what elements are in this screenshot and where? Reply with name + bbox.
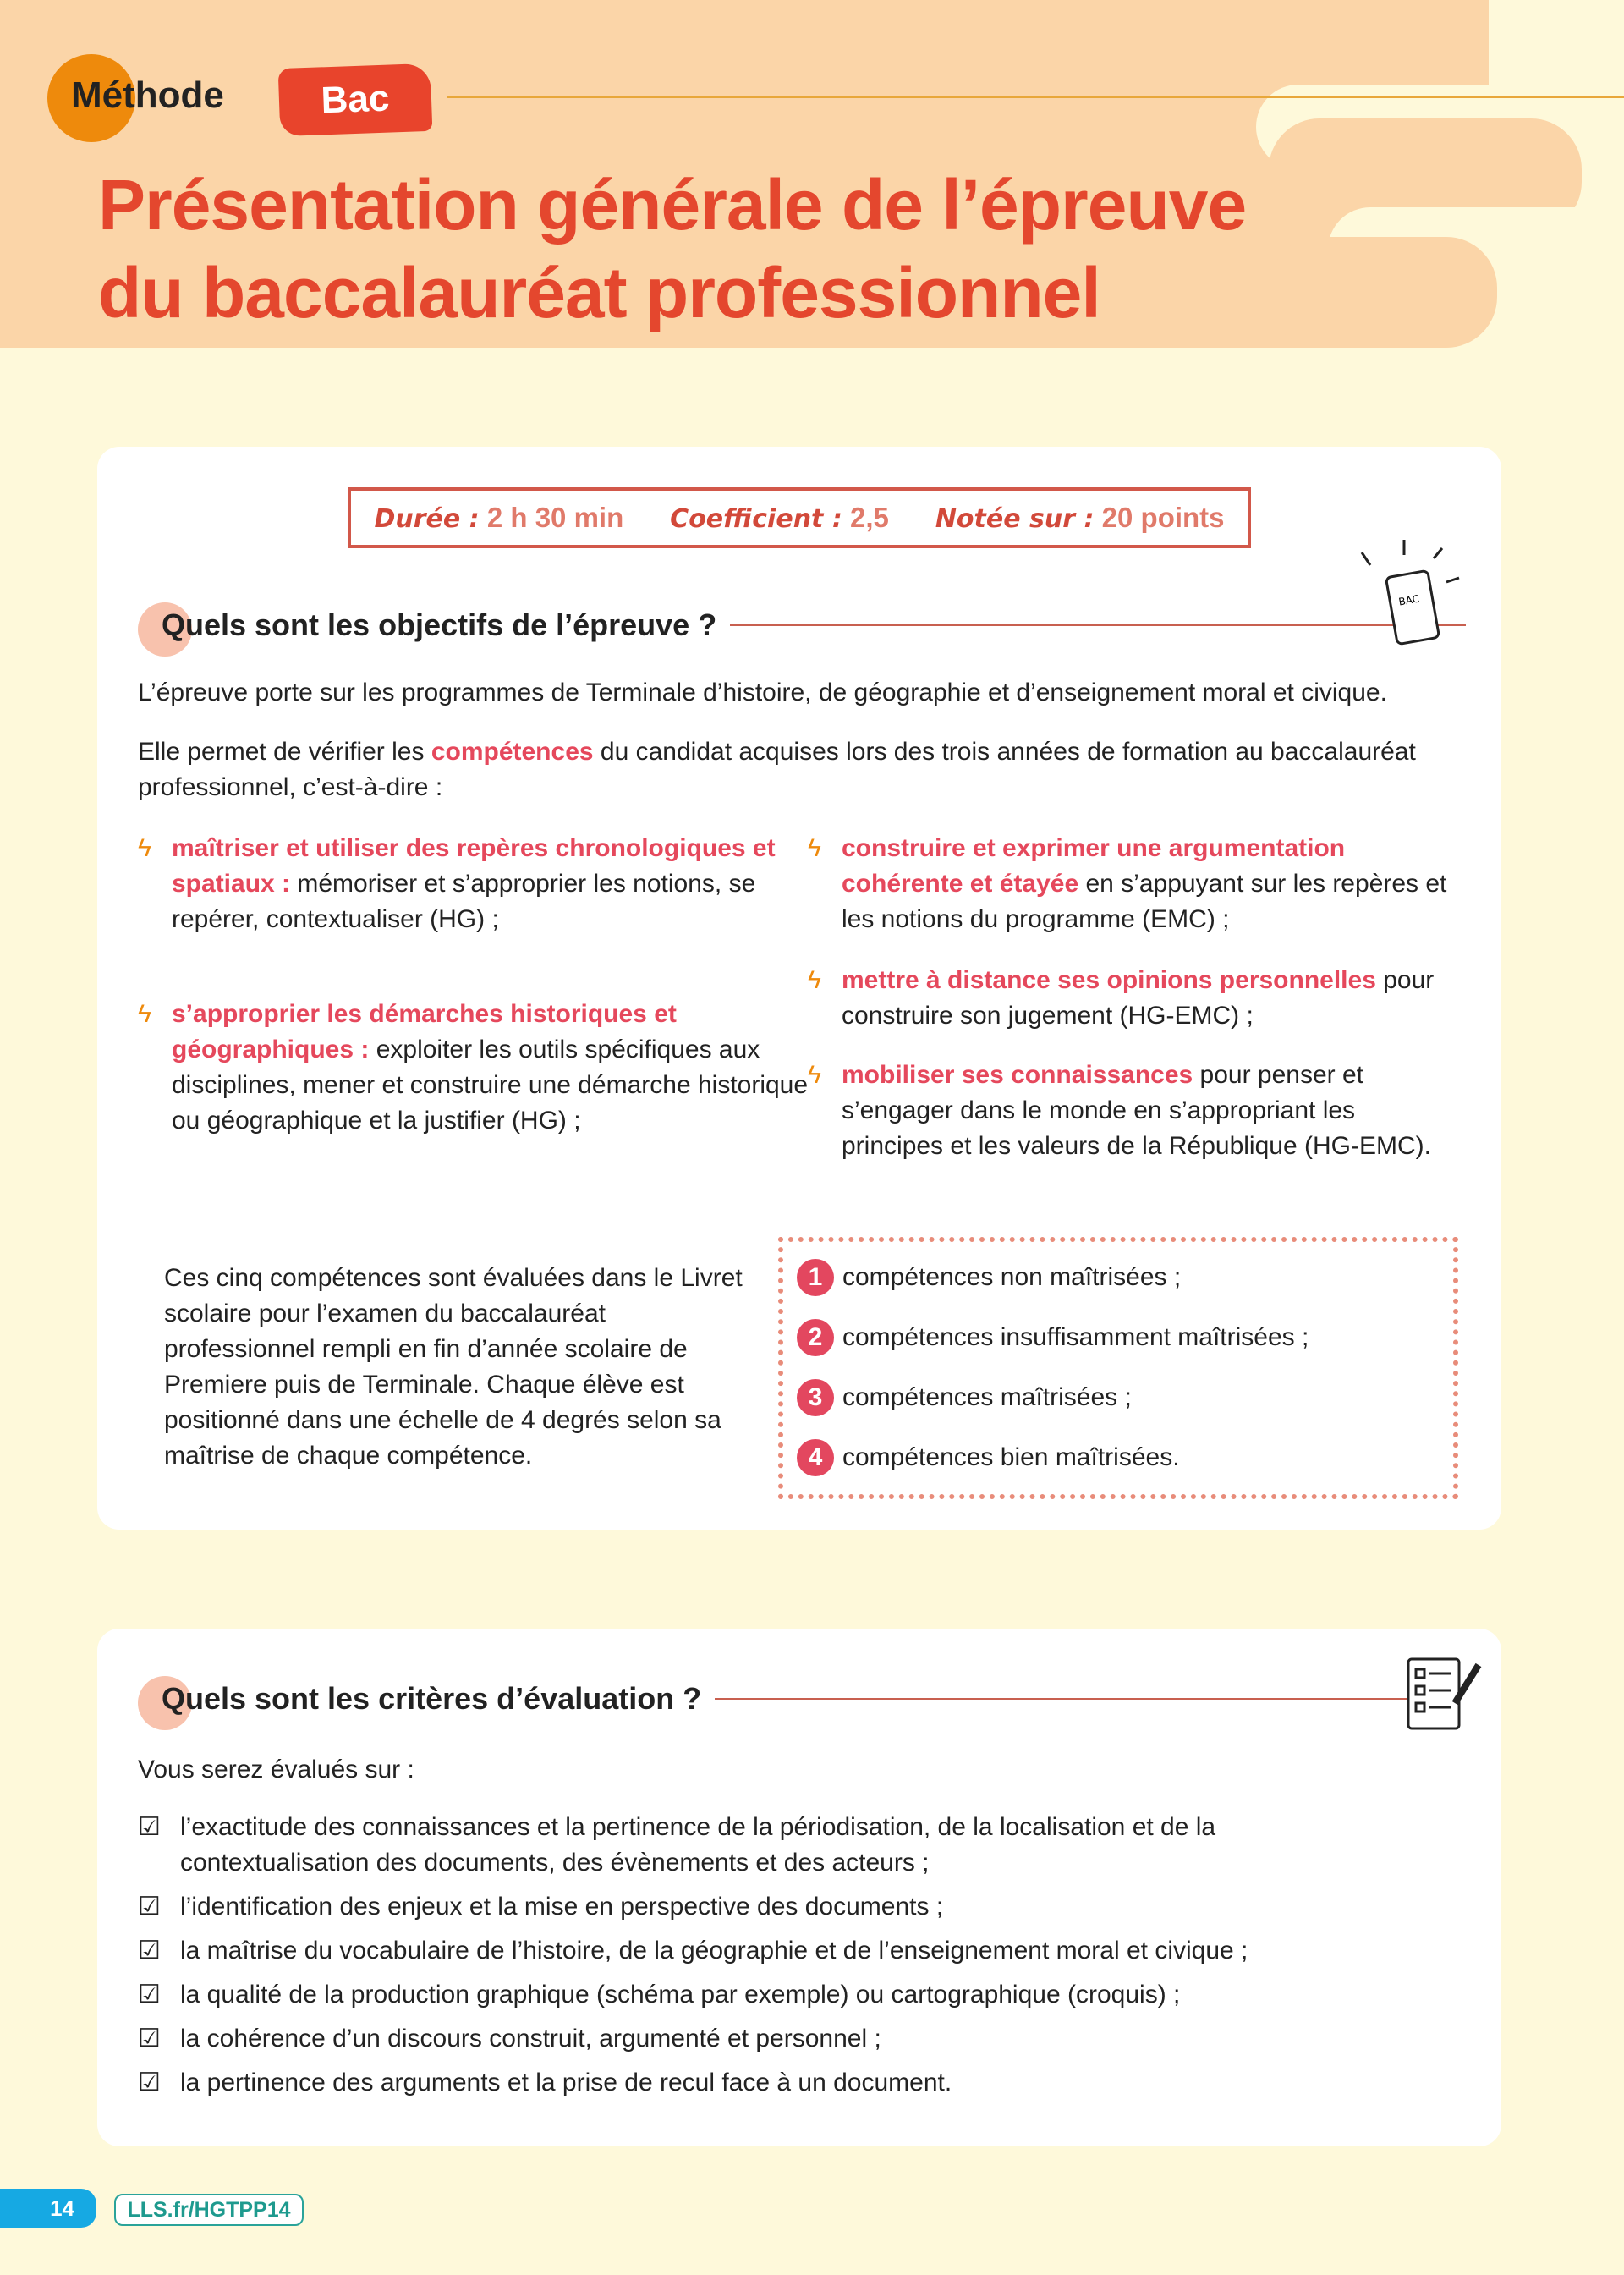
criteria-list — [138, 1810, 1440, 2109]
divider — [447, 96, 1624, 98]
checkbox-icon: ☑ — [138, 2025, 161, 2052]
page-number: 14 — [0, 2189, 96, 2228]
intro-text: Vous serez évalués sur : — [138, 1756, 414, 1783]
scale-paragraph: Ces cinq compétences sont évaluées dans le Livret scolaire pour l’examen du baccalauréat professionnel rempli en fin d’année scolaire de Premiere puis de Terminale. Chaque élève est positionné dans une échelle de 4 degrés selon sa maîtrise de chaque compétence. — [164, 1264, 743, 1470]
bac-book-icon — [1358, 540, 1476, 650]
level-item: 2 compétences insuffisamment maîtrisées ; — [783, 1307, 1453, 1367]
section-heading — [138, 1681, 1424, 1717]
method-badge: Méthode — [71, 74, 224, 116]
page-title: Présentation générale de l’épreuve du baccalauréat professionnel — [98, 165, 1247, 332]
scale-box — [778, 1237, 1458, 1499]
criteria-item: ☑ la qualité de la production graphique (schéma par exemple) ou cartographique (croquis) ; — [138, 1977, 1440, 2013]
svg-text:BAC: BAC — [1397, 592, 1421, 608]
checkbox-icon: ☑ — [138, 1981, 161, 2008]
header-decoration — [1269, 237, 1497, 348]
lightning-icon: ϟ — [138, 834, 151, 862]
paragraph: Elle permet de vérifier les compétences du candidat acquises lors des trois années de formation au baccalauréat professionnel, c’est-à-dire : — [138, 738, 1416, 801]
list-item: ϟ maîtriser et utiliser des repères chronologiques et spatiaux : mémoriser et s’approprier les notions, se repérer, contextualiser (HG) ; — [138, 831, 781, 937]
divider — [715, 1698, 1424, 1700]
criteria-item: ☑ la maîtrise du vocabulaire de l’histoire, de la géographie et de l’enseignement moral et civique ; — [138, 1933, 1440, 1969]
section-heading — [138, 607, 1466, 643]
lightning-icon: ϟ — [138, 1000, 151, 1028]
checkbox-icon: ☑ — [138, 2069, 161, 2096]
checkbox-icon: ☑ — [138, 1813, 161, 1841]
divider — [730, 624, 1466, 626]
checklist-icon — [1404, 1652, 1489, 1737]
lightning-icon: ϟ — [808, 834, 821, 862]
grade-label: Notée sur : — [935, 504, 1095, 534]
list-item: ϟ mettre à distance ses opinions personnelles pour construire son jugement (HG-EMC) ; — [808, 963, 1468, 1034]
grade-value: 20 points — [1101, 502, 1225, 533]
coefficient-value: 2,5 — [850, 502, 889, 533]
lightning-icon: ϟ — [808, 966, 821, 994]
list-item: ϟ mobiliser ses connaissances pour penser et s’engager dans le monde en s’appropriant les principes et les valeurs de la République (HG-EMC). — [808, 1058, 1434, 1164]
paragraph: L’épreuve porte sur les programmes de Terminale d’histoire, de géographie et d’enseignement moral et civique. — [138, 679, 1387, 706]
level-item: 1 compétences non maîtrisées ; — [783, 1247, 1453, 1307]
section-title: Quels sont les objectifs de l’épreuve ? — [162, 607, 717, 642]
level-item: 4 compétences bien maîtrisées. — [783, 1427, 1453, 1487]
coefficient-label: Coefficient : — [670, 504, 842, 534]
checkbox-icon: ☑ — [138, 1937, 161, 1965]
list-item: ϟ s’approprier les démarches historiques et géographiques : exploiter les outils spécifiques aux disciplines, mener et construire une démarche historique ou géographique et la justifier (HG) ; — [138, 997, 815, 1139]
exam-info-box — [348, 487, 1251, 548]
resource-link[interactable]: LLS.fr/HGTPP14 — [114, 2194, 304, 2226]
lightning-icon: ϟ — [808, 1061, 821, 1089]
section-title: Quels sont les critères d’évaluation ? — [162, 1681, 702, 1716]
objectives-card — [97, 447, 1501, 1530]
duration-label: Durée : — [374, 504, 480, 534]
bac-badge: Bac — [278, 63, 433, 136]
checkbox-icon: ☑ — [138, 1893, 161, 1921]
duration-value: 2 h 30 min — [486, 502, 624, 533]
criteria-item: ☑ la cohérence d’un discours construit, argumenté et personnel ; — [138, 2021, 1440, 2057]
criteria-item: ☑ l’identification des enjeux et la mise en perspective des documents ; — [138, 1889, 1440, 1925]
list-item: ϟ construire et exprimer une argumentation cohérente et étayée en s’appuyant sur les repères et les notions du programme (EMC) ; — [808, 831, 1451, 937]
criteria-item: ☑ la pertinence des arguments et la prise de recul face à un document. — [138, 2065, 1440, 2101]
level-item: 3 compétences maîtrisées ; — [783, 1367, 1453, 1427]
criteria-item: ☑ l’exactitude des connaissances et la pertinence de la périodisation, de la localisation et de la contextualisation des documents, des évènements et des acteurs ; — [138, 1810, 1440, 1881]
criteria-card — [97, 1629, 1501, 2146]
